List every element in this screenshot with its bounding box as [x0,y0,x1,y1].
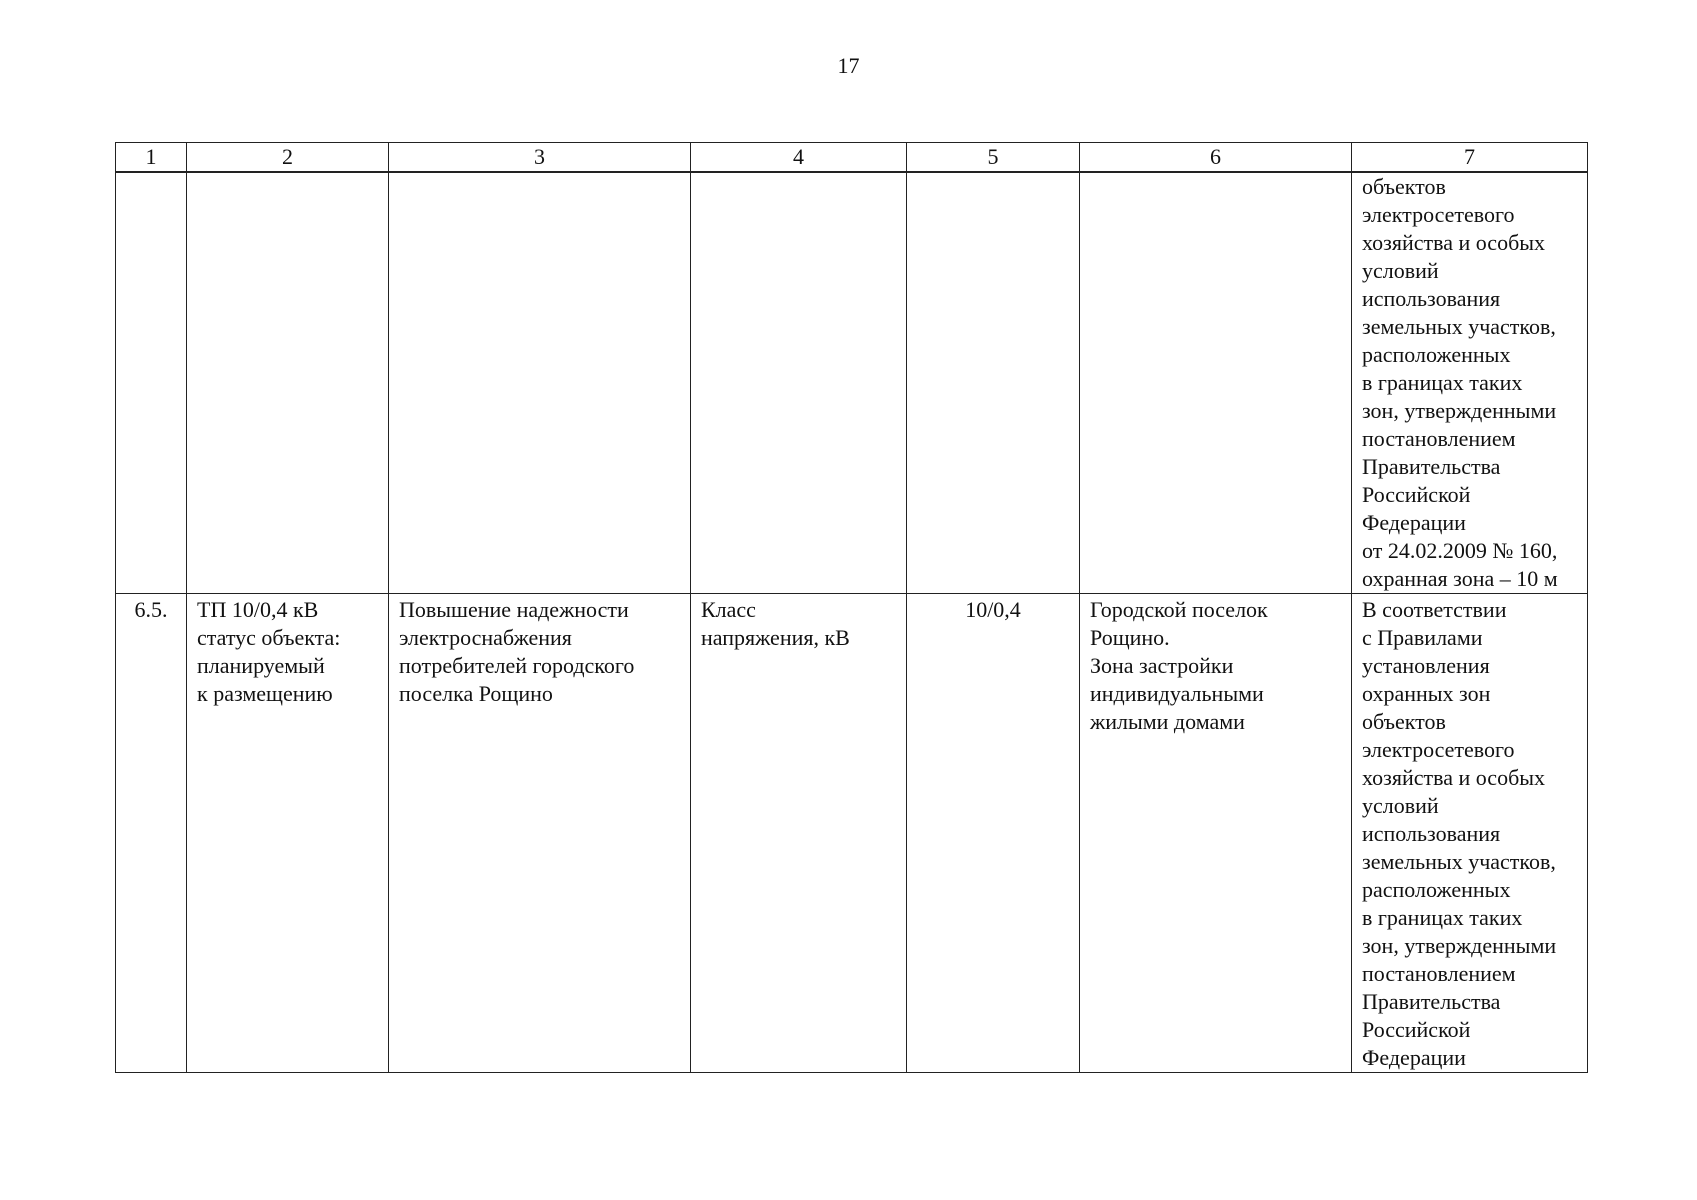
table-header-row [116,143,1588,173]
cell-characteristic: Класс напряжения, кВ [691,594,907,1073]
cell-number [116,172,187,594]
table-row-continued [116,172,1588,594]
column-header-4: 4 [691,143,907,173]
cell-object: ТП 10/0,4 кВ статус объекта: планируемый к размещению [187,594,389,1073]
page-number: 17 [837,53,860,78]
cell-value: 10/0,4 [907,594,1080,1073]
column-header-7: 7 [1352,143,1588,173]
table-row [116,594,1588,1073]
cell-location: Городской поселок Рощино. Зона застройки индивидуальными жилыми домами [1080,594,1352,1073]
cell-purpose: Повышение надежности электроснабжения потребителей городского поселка Рощино [389,594,691,1073]
column-header-5: 5 [907,143,1080,173]
cell-zone-characteristics: В соответствии с Правилами установления охранных зон объектов электросетевого хозяйства и особых условий использования земельных участков, расположенных в границах таких зон, утвержденными постановлением Правительства Российской Федерации [1352,594,1588,1073]
column-header-1: 1 [116,143,187,173]
cell-zone-characteristics: объектов электросетевого хозяйства и особых условий использования земельных участков, расположенных в границах таких зон, утвержденными постановлением Правительства Российской Федерации от 24.02.2009 № 160, охранная зона – 10 м [1352,172,1588,594]
column-header-2: 2 [187,143,389,173]
cell-value [907,172,1080,594]
cell-location [1080,172,1352,594]
cell-characteristic [691,172,907,594]
objects-table [115,142,1588,1073]
cell-purpose [389,172,691,594]
column-header-3: 3 [389,143,691,173]
cell-number: 6.5. [116,594,187,1073]
cell-object [187,172,389,594]
column-header-6: 6 [1080,143,1352,173]
